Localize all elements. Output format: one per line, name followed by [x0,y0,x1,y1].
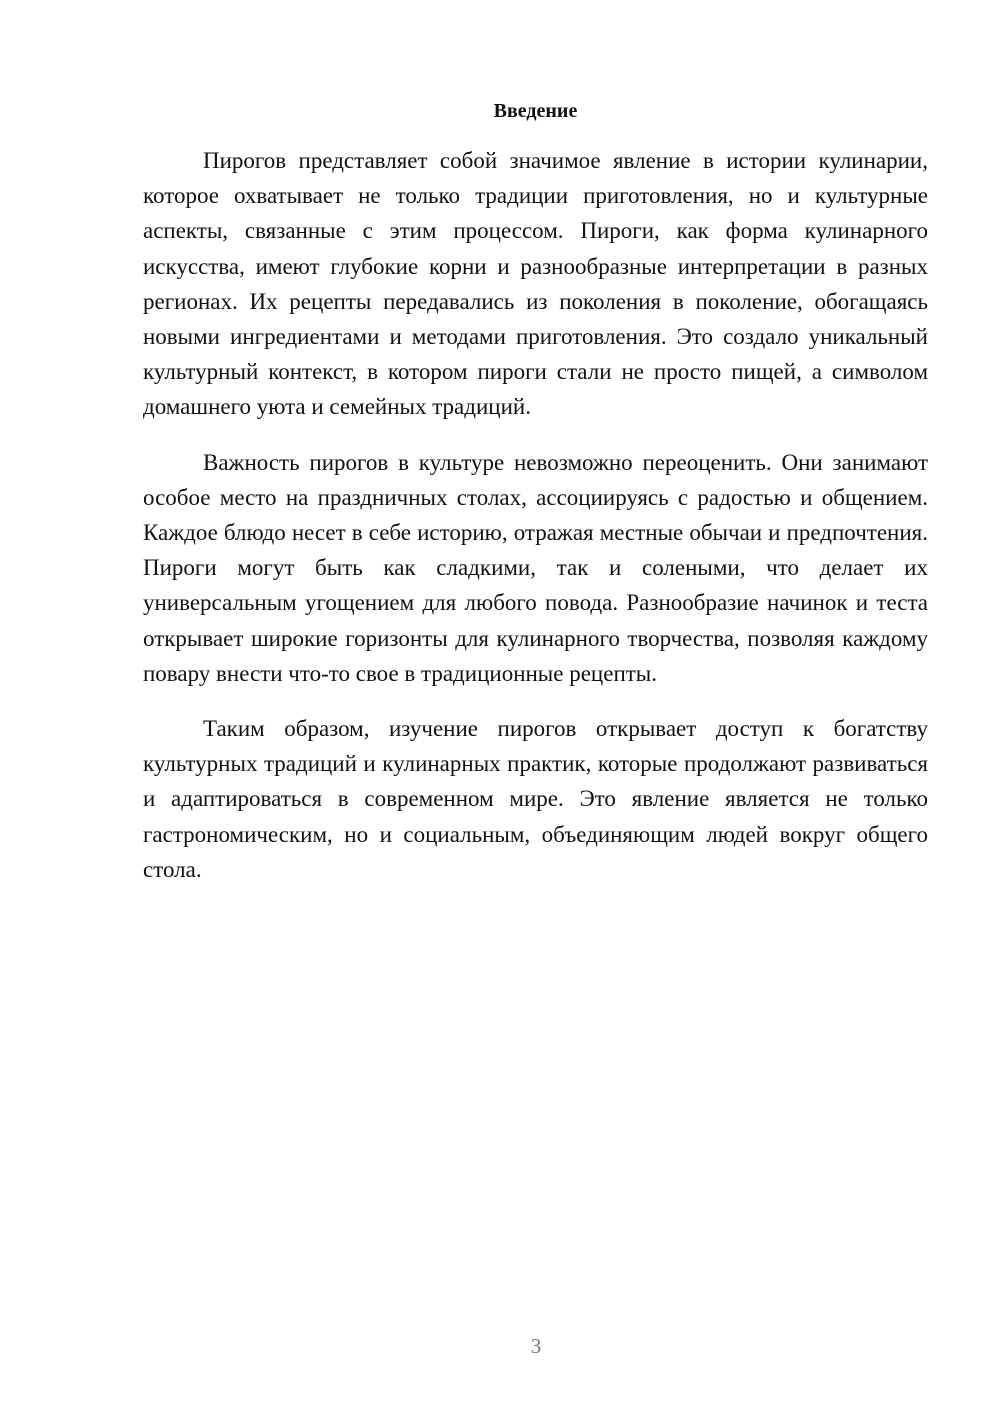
section-heading: Введение [493,100,578,122]
paragraph-1: Пирогов представляет собой значимое явление в истории кулинарии, которое охватывает не только традиции приготовления, но и культурные аспекты, связанные с этим процессом. Пироги, как форма кулинарного искусства, имеют глубокие корни и разнообразные интерпретации в разных регионах. Их рецепты передавались из поколения в поколение, обогащаясь новыми ингредиентами и методами приготовления. Это создало уникальный культурный контекст, в котором пироги стали не просто пищей, а символом домашнего уюта и семейных традиций. [143,148,928,420]
page-number: 3 [530,1334,542,1358]
body-text [143,143,928,907]
paragraph-3: Таким образом, изучение пирогов открывает доступ к богатству культурных традиций и кулинарных практик, которые продолжают развиваться и адаптироваться в современном мире. Это явление является не только гастрономическим, но и социальным, объединяющим людей вокруг общего стола. [143,716,928,882]
paragraph-2: Важность пирогов в культуре невозможно переоценить. Они занимают особое место на праздничных столах, ассоциируясь с радостью и общением. Каждое блюдо несет в себе историю, отражая местные обычаи и предпочтения. Пироги могут быть как сладкими, так и солеными, что делает их универсальным угощением для любого повода. Разнообразие начинок и теста открывает широкие горизонты для кулинарного творчества, позволяя каждому повару внести что-то свое в традиционные рецепты. [143,449,928,686]
